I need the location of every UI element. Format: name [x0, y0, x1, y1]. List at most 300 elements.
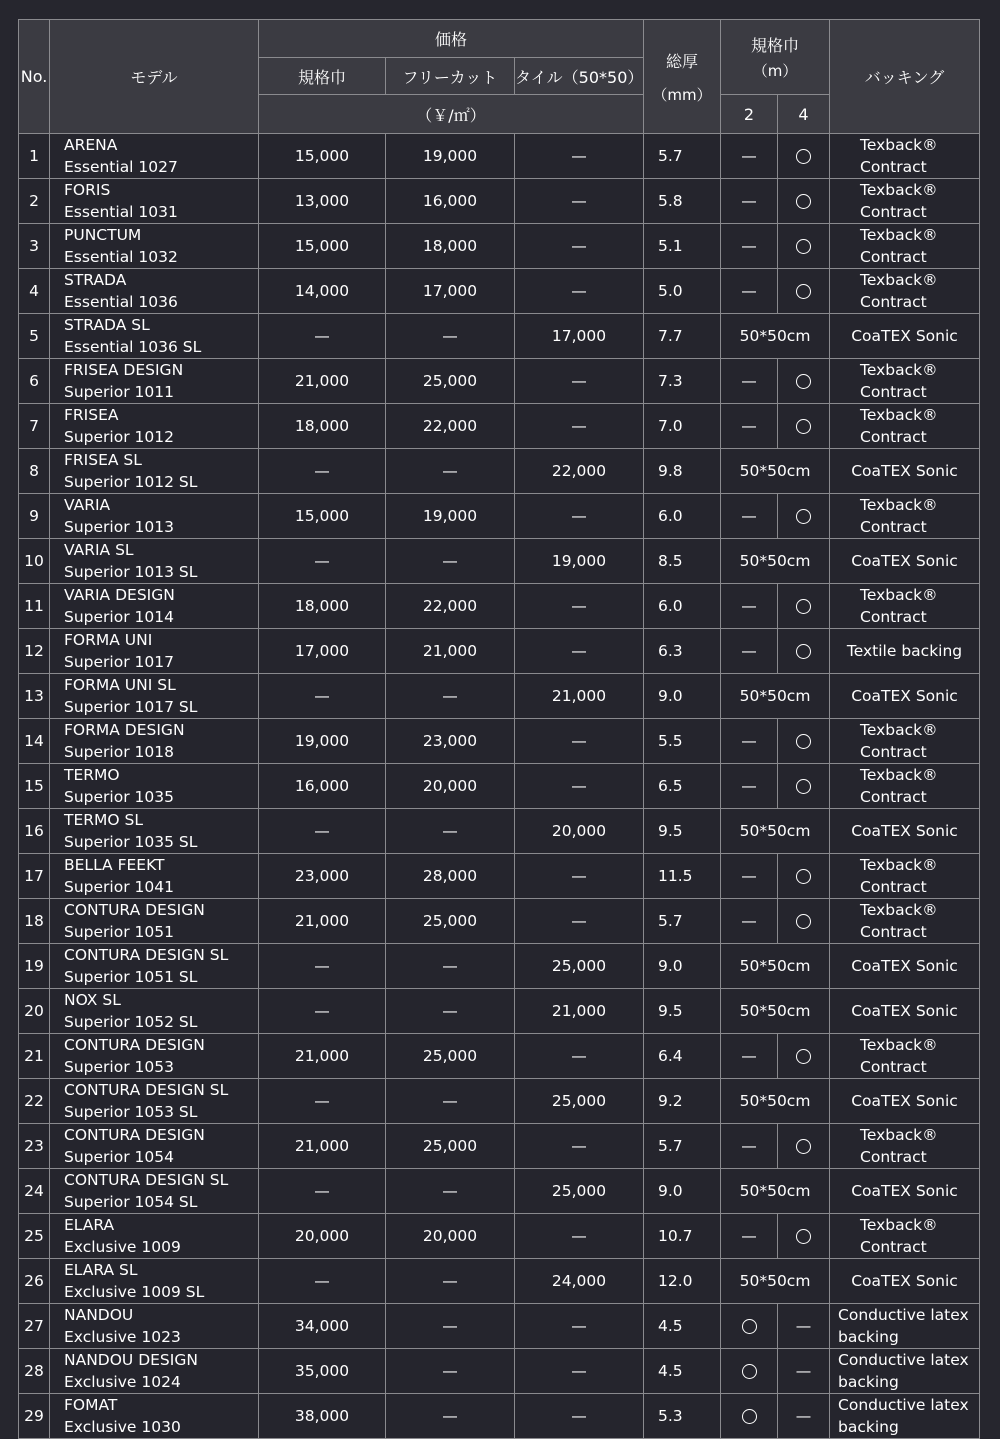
table-body [19, 134, 980, 1439]
table-row [19, 899, 980, 944]
model-code: Superior 1054 SL [64, 1193, 198, 1211]
price-tile: — [515, 584, 644, 629]
row-number: 23 [19, 1124, 50, 1169]
backing-cell [830, 1349, 980, 1394]
header-price-unit: （￥/㎡） [259, 95, 644, 134]
model-name: CONTURA DESIGN [64, 901, 205, 919]
price-free-cut: 25,000 [386, 1034, 515, 1079]
table-row [19, 1214, 980, 1259]
backing-cell [830, 404, 980, 449]
backing-line-1: Texback® [860, 271, 938, 289]
model-name: TERMO SL [64, 811, 144, 829]
model-name: CONTURA DESIGN SL [64, 1081, 229, 1099]
model-cell [50, 539, 259, 584]
model-name: FORMA UNI SL [64, 676, 176, 694]
price-free-cut: 20,000 [386, 1214, 515, 1259]
backing-cell [830, 494, 980, 539]
price-free-cut: 21,000 [386, 629, 515, 674]
price-free-cut: — [386, 1304, 515, 1349]
table-row [19, 224, 980, 269]
price-free-cut: — [386, 314, 515, 359]
row-number: 7 [19, 404, 50, 449]
width-2m: — [721, 584, 778, 629]
total-thickness: 9.0 [644, 944, 721, 989]
total-thickness: 9.8 [644, 449, 721, 494]
available-circle-icon [796, 869, 811, 884]
total-thickness: 4.5 [644, 1349, 721, 1394]
table-row [19, 494, 980, 539]
model-cell [50, 404, 259, 449]
model-code: Exclusive 1030 [64, 1418, 181, 1436]
backing-line-1: Texback® [860, 226, 938, 244]
header-thickness-unit: （mm） [652, 85, 712, 104]
width-2m: — [721, 224, 778, 269]
model-code: Exclusive 1023 [64, 1328, 181, 1346]
available-circle-icon [742, 1364, 757, 1379]
model-code: Superior 1013 SL [64, 563, 198, 581]
row-number: 8 [19, 449, 50, 494]
price-tile: — [515, 1214, 644, 1259]
width-2m [721, 1304, 778, 1349]
total-thickness: 8.5 [644, 539, 721, 584]
model-name: STRADA [64, 271, 127, 289]
available-circle-icon [796, 914, 811, 929]
row-number: 6 [19, 359, 50, 404]
row-number: 16 [19, 809, 50, 854]
price-tile: — [515, 269, 644, 314]
model-code: Superior 1012 SL [64, 473, 198, 491]
backing-line-1: Texback® [860, 766, 938, 784]
price-std-width: 20,000 [259, 1214, 386, 1259]
row-number: 13 [19, 674, 50, 719]
backing-line-1: Texback® [860, 496, 938, 514]
tile-size: 50*50cm [721, 314, 830, 359]
model-name: NOX SL [64, 991, 121, 1009]
backing-line-1: Texback® [860, 406, 938, 424]
table-row [19, 1259, 980, 1304]
price-tile: — [515, 1124, 644, 1169]
backing-line-2: Contract [860, 248, 927, 266]
model-name: BELLA FEEKT [64, 856, 165, 874]
backing-cell: CoaTEX Sonic [830, 674, 980, 719]
model-code: Superior 1013 [64, 518, 174, 536]
backing-line-2: Contract [860, 743, 927, 761]
backing-line-2: Contract [860, 203, 927, 221]
table-row [19, 1394, 980, 1439]
header-free-cut: フリーカット [386, 58, 515, 95]
header-model: モデル [50, 20, 259, 134]
row-number: 9 [19, 494, 50, 539]
backing-line-2: Contract [860, 878, 927, 896]
total-thickness: 5.1 [644, 224, 721, 269]
backing-line-1: Texback® [860, 1036, 938, 1054]
total-thickness: 6.0 [644, 494, 721, 539]
backing-line-1: Texback® [860, 1216, 938, 1234]
backing-cell [830, 1214, 980, 1259]
width-2m: — [721, 854, 778, 899]
price-tile: — [515, 404, 644, 449]
model-name: CONTURA DESIGN [64, 1036, 205, 1054]
table-row [19, 539, 980, 584]
width-2m: — [721, 179, 778, 224]
price-std-width: 23,000 [259, 854, 386, 899]
model-name: FRISEA [64, 406, 119, 424]
backing-line-1: Conductive latex [838, 1396, 969, 1414]
model-cell [50, 269, 259, 314]
price-tile: 25,000 [515, 944, 644, 989]
header-no: No. [19, 20, 50, 134]
model-code: Superior 1017 SL [64, 698, 198, 716]
model-cell [50, 1034, 259, 1079]
model-name: ELARA SL [64, 1261, 138, 1279]
price-free-cut: 23,000 [386, 719, 515, 764]
header-roll-width-label: 規格巾 [751, 36, 800, 55]
total-thickness: 10.7 [644, 1214, 721, 1259]
model-cell [50, 584, 259, 629]
table-row [19, 1169, 980, 1214]
price-tile: 21,000 [515, 989, 644, 1034]
model-cell [50, 719, 259, 764]
tile-size: 50*50cm [721, 989, 830, 1034]
width-4m [778, 764, 830, 809]
width-4m [778, 584, 830, 629]
total-thickness: 5.5 [644, 719, 721, 764]
model-code: Superior 1051 SL [64, 968, 198, 986]
price-std-width: 15,000 [259, 224, 386, 269]
price-std-width: 21,000 [259, 359, 386, 404]
price-tile: — [515, 629, 644, 674]
total-thickness: 9.5 [644, 989, 721, 1034]
price-std-width: 21,000 [259, 899, 386, 944]
backing-cell: CoaTEX Sonic [830, 809, 980, 854]
model-name: FRISEA DESIGN [64, 361, 184, 379]
price-tile: 25,000 [515, 1079, 644, 1124]
price-tile: — [515, 1034, 644, 1079]
price-tile: 25,000 [515, 1169, 644, 1214]
width-4m [778, 269, 830, 314]
backing-line-1: Texback® [860, 361, 938, 379]
price-std-width: — [259, 449, 386, 494]
tile-size: 50*50cm [721, 1079, 830, 1124]
total-thickness: 6.3 [644, 629, 721, 674]
model-cell [50, 1079, 259, 1124]
table-row [19, 1034, 980, 1079]
row-number: 11 [19, 584, 50, 629]
price-free-cut: — [386, 1349, 515, 1394]
price-free-cut: 19,000 [386, 134, 515, 179]
model-code: Essential 1036 [64, 293, 178, 311]
backing-cell [830, 359, 980, 404]
backing-cell: CoaTEX Sonic [830, 314, 980, 359]
header-price: 価格 [259, 20, 644, 58]
table-row [19, 449, 980, 494]
row-number: 4 [19, 269, 50, 314]
tile-size: 50*50cm [721, 1259, 830, 1304]
price-tile: — [515, 1304, 644, 1349]
price-free-cut: 28,000 [386, 854, 515, 899]
available-circle-icon [796, 644, 811, 659]
width-4m [778, 494, 830, 539]
backing-line-1: Texback® [860, 586, 938, 604]
backing-line-1: Texback® [860, 181, 938, 199]
backing-line-1: Texback® [860, 1126, 938, 1144]
available-circle-icon [796, 374, 811, 389]
header-tile: タイル（50*50） [515, 58, 644, 95]
backing-line-2: Contract [860, 293, 927, 311]
width-4m [778, 134, 830, 179]
backing-cell [830, 224, 980, 269]
price-free-cut: — [386, 539, 515, 584]
available-circle-icon [796, 509, 811, 524]
total-thickness: 6.5 [644, 764, 721, 809]
model-cell [50, 764, 259, 809]
table-row [19, 674, 980, 719]
backing-cell: CoaTEX Sonic [830, 1169, 980, 1214]
width-4m: — [778, 1394, 830, 1439]
total-thickness: 12.0 [644, 1259, 721, 1304]
width-4m [778, 1214, 830, 1259]
backing-line-1: Conductive latex [838, 1351, 969, 1369]
width-4m [778, 1124, 830, 1169]
table-row [19, 1079, 980, 1124]
total-thickness: 6.4 [644, 1034, 721, 1079]
price-tile: 20,000 [515, 809, 644, 854]
model-code: Superior 1041 [64, 878, 174, 896]
model-code: Superior 1017 [64, 653, 174, 671]
backing-cell [830, 854, 980, 899]
model-cell [50, 989, 259, 1034]
tile-size: 50*50cm [721, 674, 830, 719]
price-std-width: 21,000 [259, 1124, 386, 1169]
total-thickness: 9.5 [644, 809, 721, 854]
backing-cell [830, 1034, 980, 1079]
model-name: NANDOU [64, 1306, 134, 1324]
width-2m: — [721, 719, 778, 764]
row-number: 19 [19, 944, 50, 989]
table-row [19, 629, 980, 674]
model-cell [50, 1304, 259, 1349]
model-cell [50, 674, 259, 719]
price-free-cut: 22,000 [386, 404, 515, 449]
model-code: Exclusive 1009 SL [64, 1283, 205, 1301]
row-number: 28 [19, 1349, 50, 1394]
backing-line-2: Contract [860, 428, 927, 446]
model-code: Superior 1035 SL [64, 833, 198, 851]
model-name: PUNCTUM [64, 226, 142, 244]
total-thickness: 5.8 [644, 179, 721, 224]
model-name: ARENA [64, 136, 118, 154]
model-code: Superior 1053 SL [64, 1103, 198, 1121]
price-free-cut: — [386, 1079, 515, 1124]
price-free-cut: 25,000 [386, 1124, 515, 1169]
width-2m: — [721, 629, 778, 674]
available-circle-icon [796, 149, 811, 164]
price-std-width: 19,000 [259, 719, 386, 764]
width-4m [778, 1034, 830, 1079]
price-tile: — [515, 899, 644, 944]
row-number: 20 [19, 989, 50, 1034]
model-code: Essential 1032 [64, 248, 178, 266]
width-2m: — [721, 404, 778, 449]
backing-line-2: Contract [860, 923, 927, 941]
total-thickness: 9.0 [644, 1169, 721, 1214]
available-circle-icon [796, 194, 811, 209]
model-code: Superior 1053 [64, 1058, 174, 1076]
price-tile: — [515, 854, 644, 899]
width-4m [778, 359, 830, 404]
price-std-width: 35,000 [259, 1349, 386, 1394]
tile-size: 50*50cm [721, 449, 830, 494]
model-name: TERMO [64, 766, 120, 784]
model-cell [50, 134, 259, 179]
model-code: Essential 1031 [64, 203, 178, 221]
tile-size: 50*50cm [721, 539, 830, 584]
total-thickness: 6.0 [644, 584, 721, 629]
model-code: Superior 1035 [64, 788, 174, 806]
model-name: VARIA DESIGN [64, 586, 175, 604]
price-free-cut: — [386, 944, 515, 989]
total-thickness: 5.7 [644, 899, 721, 944]
available-circle-icon [742, 1319, 757, 1334]
backing-cell [830, 719, 980, 764]
row-number: 25 [19, 1214, 50, 1259]
available-circle-icon [796, 419, 811, 434]
model-cell [50, 1169, 259, 1214]
model-name: VARIA SL [64, 541, 134, 559]
price-tile: — [515, 179, 644, 224]
backing-line-1: Texback® [860, 901, 938, 919]
total-thickness: 5.7 [644, 1124, 721, 1169]
backing-line-1: Texback® [860, 721, 938, 739]
price-std-width: 18,000 [259, 404, 386, 449]
table-row [19, 134, 980, 179]
backing-line-2: Contract [860, 1058, 927, 1076]
header-thickness [644, 20, 721, 134]
table-row [19, 764, 980, 809]
backing-cell: CoaTEX Sonic [830, 449, 980, 494]
price-free-cut: — [386, 1394, 515, 1439]
width-2m: — [721, 134, 778, 179]
price-tile: 19,000 [515, 539, 644, 584]
total-thickness: 7.7 [644, 314, 721, 359]
model-code: Superior 1054 [64, 1148, 174, 1166]
backing-cell [830, 899, 980, 944]
total-thickness: 9.0 [644, 674, 721, 719]
backing-cell: CoaTEX Sonic [830, 989, 980, 1034]
price-tile: — [515, 359, 644, 404]
backing-line-2: backing [838, 1418, 899, 1436]
price-tile: — [515, 1394, 644, 1439]
model-cell [50, 809, 259, 854]
backing-line-2: backing [838, 1373, 899, 1391]
price-std-width: 17,000 [259, 629, 386, 674]
price-std-width: — [259, 539, 386, 584]
backing-cell [830, 134, 980, 179]
table-row [19, 584, 980, 629]
model-code: Exclusive 1024 [64, 1373, 181, 1391]
price-std-width: 18,000 [259, 584, 386, 629]
price-std-width: 38,000 [259, 1394, 386, 1439]
row-number: 1 [19, 134, 50, 179]
table-row [19, 1304, 980, 1349]
table-header [19, 20, 980, 134]
row-number: 3 [19, 224, 50, 269]
header-thickness-label: 総厚 [666, 51, 699, 71]
row-number: 27 [19, 1304, 50, 1349]
price-std-width: 15,000 [259, 134, 386, 179]
model-cell [50, 224, 259, 269]
model-cell [50, 899, 259, 944]
price-tile: — [515, 764, 644, 809]
available-circle-icon [796, 599, 811, 614]
model-name: CONTURA DESIGN [64, 1126, 205, 1144]
width-4m [778, 179, 830, 224]
table-row [19, 854, 980, 899]
model-name: ELARA [64, 1216, 115, 1234]
model-name: FORMA UNI [64, 631, 153, 649]
width-2m: — [721, 359, 778, 404]
price-free-cut: — [386, 1169, 515, 1214]
price-tile: — [515, 1349, 644, 1394]
available-circle-icon [796, 1049, 811, 1064]
model-name: FRISEA SL [64, 451, 142, 469]
model-cell [50, 1214, 259, 1259]
price-tile: — [515, 494, 644, 539]
table-row [19, 719, 980, 764]
model-name: FORIS [64, 181, 111, 199]
row-number: 24 [19, 1169, 50, 1214]
price-std-width: 34,000 [259, 1304, 386, 1349]
model-name: FOMAT [64, 1396, 118, 1414]
width-4m [778, 854, 830, 899]
model-code: Superior 1012 [64, 428, 174, 446]
width-4m [778, 899, 830, 944]
backing-cell [830, 1394, 980, 1439]
total-thickness: 5.3 [644, 1394, 721, 1439]
width-4m [778, 224, 830, 269]
available-circle-icon [796, 1139, 811, 1154]
model-name: CONTURA DESIGN SL [64, 1171, 229, 1189]
backing-line-1: Conductive latex [838, 1306, 969, 1324]
price-free-cut: — [386, 809, 515, 854]
tile-size: 50*50cm [721, 809, 830, 854]
model-code: Superior 1014 [64, 608, 174, 626]
model-code: Superior 1052 SL [64, 1013, 198, 1031]
table-row [19, 1349, 980, 1394]
available-circle-icon [796, 1229, 811, 1244]
row-number: 15 [19, 764, 50, 809]
table-row [19, 1124, 980, 1169]
price-tile: — [515, 134, 644, 179]
backing-line-2: backing [838, 1328, 899, 1346]
backing-line-2: Contract [860, 608, 927, 626]
price-free-cut: — [386, 1259, 515, 1304]
total-thickness: 7.3 [644, 359, 721, 404]
model-code: Exclusive 1009 [64, 1238, 181, 1256]
price-table [18, 19, 980, 1439]
model-cell [50, 854, 259, 899]
backing-cell [830, 584, 980, 629]
model-cell [50, 1394, 259, 1439]
backing-cell [830, 269, 980, 314]
row-number: 12 [19, 629, 50, 674]
available-circle-icon [796, 734, 811, 749]
model-name: VARIA [64, 496, 111, 514]
table-row [19, 179, 980, 224]
width-2m: — [721, 269, 778, 314]
model-cell [50, 1259, 259, 1304]
price-tile: 22,000 [515, 449, 644, 494]
